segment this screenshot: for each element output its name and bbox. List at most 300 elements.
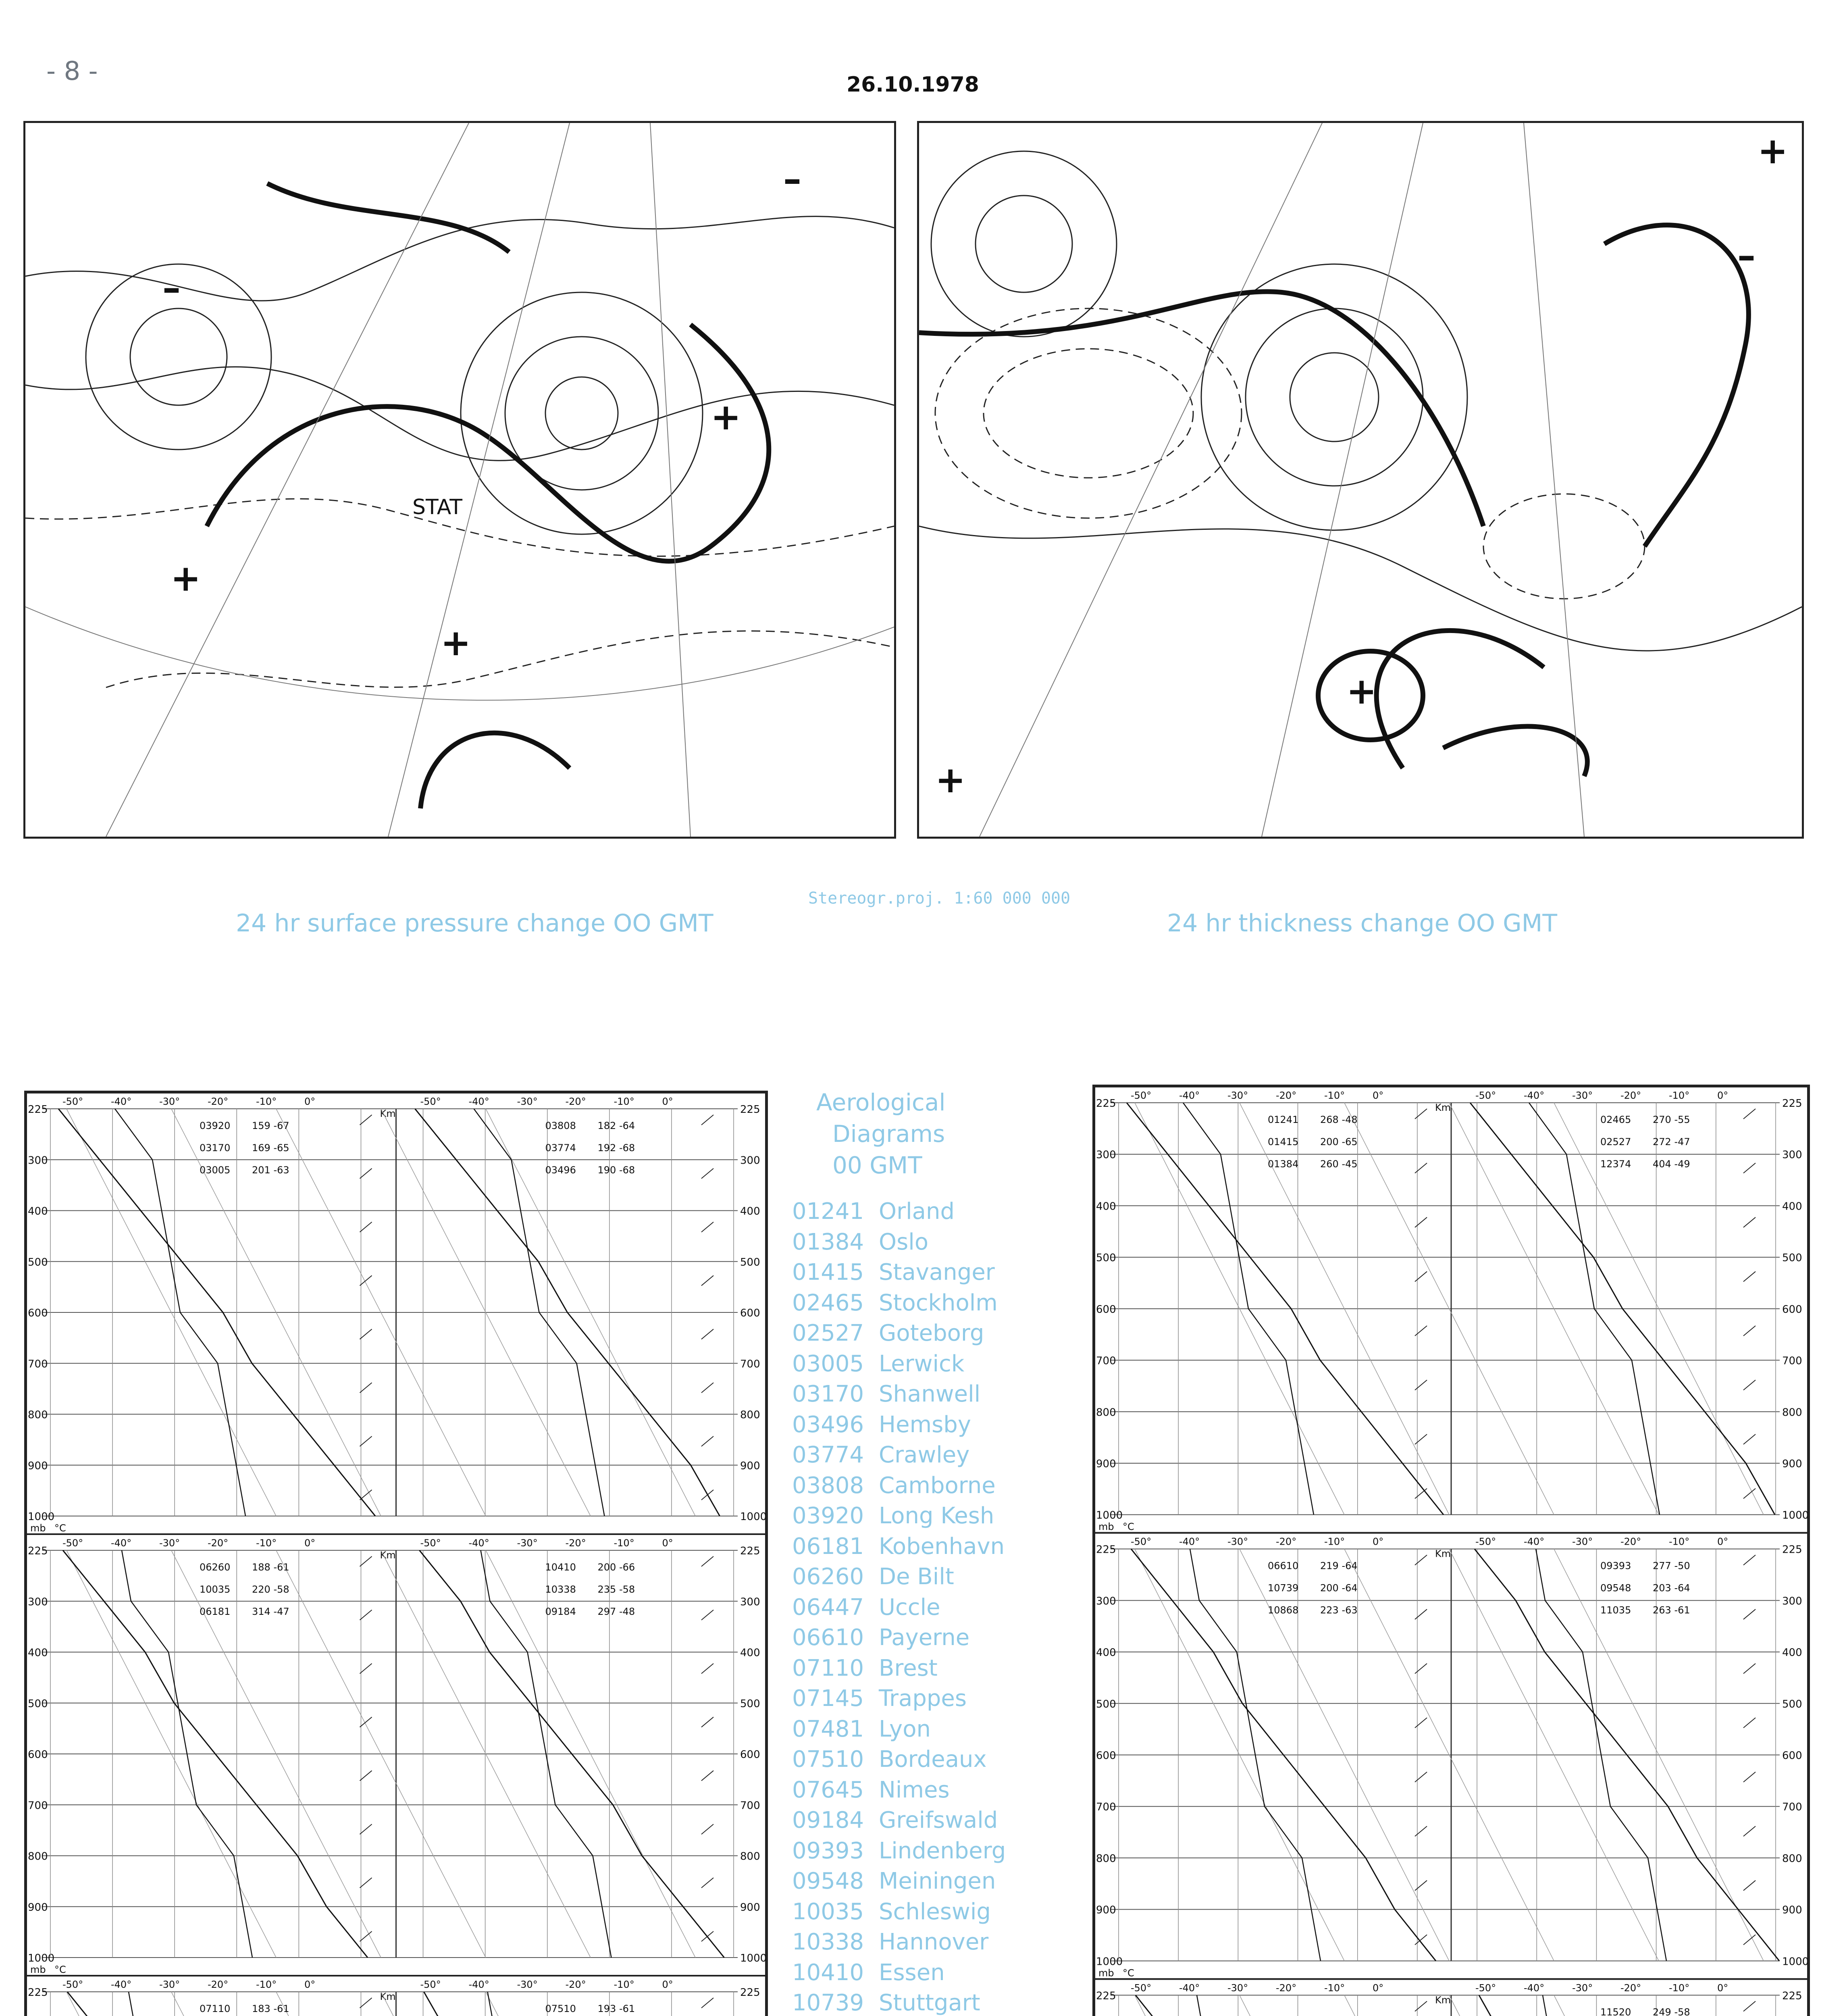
temperature-label: 0°	[304, 1096, 316, 1107]
temperature-label: 0°	[1717, 1090, 1729, 1101]
projection-note: Stereogr.proj. 1:60 000 000	[808, 889, 1071, 908]
temperature-label: -10°	[1669, 1982, 1690, 1994]
station-name: Oslo	[879, 1229, 929, 1255]
tropopause-value: 169 -65	[252, 1142, 289, 1154]
temperature-label: -50°	[1131, 1090, 1152, 1101]
station-code-label: 03808	[545, 1120, 576, 1131]
temperature-label: -30°	[1572, 1090, 1593, 1101]
thickness-change-map	[917, 121, 1804, 839]
tropopause-value: 297 -48	[597, 1606, 635, 1617]
map-marker-label: STAT	[412, 495, 463, 519]
thickness-rise-symbol: +	[1346, 670, 1377, 712]
tropopause-value: 200 -65	[1320, 1136, 1358, 1148]
graticule-line	[650, 123, 691, 837]
tropopause-value: 272 -47	[1653, 1136, 1690, 1148]
temperature-label: -40°	[1524, 1090, 1545, 1101]
pressure-level-label: 225	[740, 1545, 760, 1557]
wind-barb	[1743, 1555, 1756, 1565]
tropopause-value: 314 -47	[252, 1606, 289, 1617]
station-code: 07145	[792, 1685, 864, 1712]
pressure-level-label: 600	[1096, 1303, 1116, 1316]
station-code: 10410	[792, 1959, 864, 1986]
unit-mb-label: mb	[1098, 1521, 1114, 1533]
graticule-line	[980, 123, 1322, 837]
wind-barb	[360, 1717, 372, 1727]
station-row	[792, 1470, 1074, 1501]
station-row	[792, 1531, 1074, 1562]
temperature-label: -10°	[614, 1096, 634, 1107]
station-code: 03774	[792, 1442, 864, 1468]
pressure-level-label: 600	[740, 1749, 760, 1761]
station-row	[792, 1897, 1074, 1927]
pressure-fall-symbol: –	[783, 158, 801, 200]
dewpoint-profile	[1197, 1995, 1327, 2016]
wind-barb	[360, 1824, 372, 1834]
wind-barb	[1415, 1380, 1427, 1390]
station-code-label: 10868	[1268, 1604, 1299, 1616]
station-name: De Bilt	[879, 1564, 954, 1590]
station-name: Long Kesh	[879, 1503, 994, 1529]
thickness-contour	[935, 308, 1242, 518]
thickness-contour	[1246, 308, 1423, 486]
tropopause-value: 190 -68	[597, 1164, 635, 1176]
wind-barb	[1743, 1609, 1756, 1619]
station-code: 09548	[792, 1868, 864, 1894]
temperature-label: -10°	[256, 1537, 277, 1549]
temperature-label: 0°	[304, 1979, 316, 1990]
station-code-label: 01241	[1268, 1114, 1299, 1125]
zero-change-line	[1443, 727, 1587, 776]
pressure-level-label: 1000	[1096, 1956, 1123, 1968]
tropopause-value: 201 -63	[252, 1164, 289, 1176]
temperature-label: -20°	[1620, 1090, 1641, 1101]
station-code-label: 11520	[1600, 2006, 1631, 2016]
station-code: 10338	[792, 1929, 864, 1955]
page-number: - 8 -	[46, 56, 98, 86]
temperature-label: -20°	[565, 1096, 586, 1107]
station-code: 10739	[792, 1990, 864, 2016]
tropopause-value: 203 -64	[1653, 1582, 1690, 1594]
station-code: 06610	[792, 1624, 864, 1651]
temperature-label: -40°	[468, 1979, 489, 1990]
station-name: Orland	[879, 1198, 955, 1225]
pressure-level-label: 600	[28, 1749, 48, 1761]
tropopause-value: 188 -61	[252, 1562, 289, 1573]
isallobar-line	[106, 631, 894, 687]
temperature-profile	[1136, 1995, 1440, 2016]
pressure-level-label: 225	[1782, 1098, 1802, 1110]
pressure-level-label: 900	[1782, 1458, 1802, 1470]
pressure-level-label: 225	[1782, 1990, 1802, 2002]
tropopause-value: 249 -58	[1653, 2006, 1690, 2016]
temperature-label: -40°	[111, 1979, 132, 1990]
zero-change-line	[1377, 631, 1544, 768]
tropopause-value: 159 -67	[252, 1120, 289, 1131]
thickness-contour	[976, 196, 1072, 292]
wind-barb	[1743, 1326, 1756, 1336]
wind-barb	[360, 1222, 372, 1232]
adiabat-line	[1135, 1995, 1344, 2016]
pressure-level-label: 900	[1096, 1458, 1116, 1470]
pressure-level-label: 400	[740, 1647, 760, 1659]
surface-pressure-change-map	[23, 121, 896, 839]
pressure-level-label: 700	[740, 1799, 760, 1812]
pressure-level-label: 300	[1096, 1595, 1116, 1608]
wind-barb	[701, 1436, 713, 1446]
unit-km-label: Km	[1435, 1994, 1451, 2006]
station-code-label: 01384	[1268, 1158, 1299, 1170]
temperature-label: -30°	[517, 1537, 538, 1549]
temperature-label: -30°	[159, 1096, 180, 1107]
pressure-level-label: 400	[1096, 1200, 1116, 1213]
station-row	[792, 1622, 1074, 1653]
station-code-label: 10410	[545, 1562, 576, 1573]
pressure-level-label: 400	[28, 1647, 48, 1659]
wind-barb	[1743, 1217, 1756, 1227]
pressure-level-label: 225	[1782, 1543, 1802, 1556]
temperature-label: 0°	[662, 1979, 673, 1990]
station-row	[792, 1744, 1074, 1775]
wind-barb	[1415, 1718, 1427, 1728]
adiabat-line	[67, 1992, 276, 2016]
aerological-diagrams-right	[1092, 1085, 1810, 2016]
temperature-label: -10°	[614, 1979, 634, 1990]
station-code-label: 06260	[200, 1562, 231, 1573]
temperature-label: -10°	[1324, 1090, 1345, 1101]
station-name: Stockholm	[879, 1289, 998, 1316]
unit-c-label: °C	[1123, 1967, 1134, 1979]
station-row	[792, 1653, 1074, 1684]
thickness-contour	[1201, 264, 1467, 530]
pressure-level-label: 900	[1782, 1904, 1802, 1916]
pressure-level-label: 300	[1782, 1595, 1802, 1608]
station-code: 06181	[792, 1533, 864, 1560]
wind-barb	[360, 1168, 372, 1179]
temperature-label: -40°	[111, 1537, 132, 1549]
pressure-level-label: 900	[740, 1901, 760, 1914]
sounding-diagram	[1094, 1533, 1808, 1979]
pressure-level-label: 700	[28, 1799, 48, 1812]
pressure-level-label: 400	[1096, 1647, 1116, 1659]
station-code: 09393	[792, 1837, 864, 1864]
wind-barb	[701, 1490, 713, 1500]
wind-barb	[701, 1168, 713, 1179]
wind-barb	[360, 1383, 372, 1393]
pressure-level-label: 500	[28, 1256, 48, 1268]
temperature-label: -40°	[1179, 1090, 1200, 1101]
station-code-label: 03496	[545, 1164, 576, 1176]
thickness-contour	[1290, 353, 1379, 442]
temperature-label: 0°	[1717, 1982, 1729, 1994]
pressure-level-label: 400	[1782, 1647, 1802, 1659]
pressure-level-label: 800	[28, 1409, 48, 1421]
pressure-level-label: 1000	[1782, 1509, 1808, 1522]
unit-km-label: Km	[380, 1549, 396, 1561]
tropopause-value: 200 -66	[597, 1562, 635, 1573]
legend-title	[792, 1087, 1074, 1181]
temperature-label: -40°	[1524, 1982, 1545, 1994]
pressure-level-label: 600	[28, 1307, 48, 1319]
wind-barb	[1743, 1718, 1756, 1728]
station-name: Hannover	[879, 1929, 989, 1955]
pressure-level-label: 300	[740, 1154, 760, 1167]
temperature-label: 0°	[662, 1537, 673, 1549]
wind-barb	[701, 1878, 713, 1888]
wind-barb	[360, 1998, 372, 2008]
station-row	[792, 1227, 1074, 1258]
station-row	[792, 1958, 1074, 1988]
wind-barb	[701, 1276, 713, 1286]
zero-change-line	[420, 733, 570, 808]
temperature-label: -10°	[1669, 1536, 1690, 1547]
wind-barb	[701, 1931, 713, 1941]
station-code: 03005	[792, 1350, 864, 1377]
wind-barb	[360, 1556, 372, 1566]
wind-barb	[1415, 1109, 1427, 1119]
station-code-label: 03170	[200, 1142, 231, 1154]
wind-barb	[701, 1998, 713, 2008]
pressure-level-label: 300	[740, 1596, 760, 1608]
station-code: 03920	[792, 1503, 864, 1529]
wind-barb	[1415, 1217, 1427, 1227]
pressure-level-label: 800	[1782, 1852, 1802, 1865]
temperature-label: -40°	[468, 1537, 489, 1549]
temperature-label: 0°	[662, 1096, 673, 1107]
temperature-label: 0°	[1373, 1536, 1384, 1547]
sounding-diagram	[1094, 1087, 1808, 1533]
temperature-label: -20°	[1276, 1536, 1297, 1547]
station-code-label: 07110	[200, 2003, 231, 2014]
temperature-label: -30°	[159, 1537, 180, 1549]
legend-title-line: Aerological	[816, 1089, 946, 1116]
wind-barb	[360, 1115, 372, 1125]
thickness-caption: 24 hr thickness change OO GMT	[1167, 909, 1557, 937]
temperature-label: -40°	[1179, 1982, 1200, 1994]
tropopause-value: 270 -55	[1653, 1114, 1690, 1125]
station-code-label: 02527	[1600, 1136, 1631, 1148]
station-code: 02527	[792, 1320, 864, 1346]
pressure-level-label: 500	[1782, 1698, 1802, 1710]
pressure-level-label: 600	[1782, 1303, 1802, 1316]
temperature-label: -10°	[1324, 1536, 1345, 1547]
graticule-line	[106, 123, 469, 837]
wind-barb	[701, 1383, 713, 1393]
pressure-level-label: 700	[1782, 1801, 1802, 1814]
thickness-fall-symbol: –	[1737, 235, 1756, 277]
wind-barb	[360, 1664, 372, 1674]
tropopause-value: 220 -58	[252, 1584, 289, 1595]
pressure-level-label: 225	[1096, 1990, 1116, 2002]
wind-barb	[1415, 1555, 1427, 1565]
station-row	[792, 1927, 1074, 1958]
temperature-label: -50°	[1131, 1536, 1152, 1547]
station-row	[792, 1592, 1074, 1623]
wind-barb	[701, 1824, 713, 1834]
temperature-label: -40°	[111, 1096, 132, 1107]
station-code-label: 09548	[1600, 1582, 1631, 1594]
station-row	[792, 1349, 1074, 1379]
station-code: 07510	[792, 1746, 864, 1772]
pressure-level-label: 800	[28, 1850, 48, 1863]
tropopause-value: 200 -64	[1320, 1582, 1358, 1594]
pressure-level-label: 1000	[1096, 1509, 1123, 1522]
thickness-contour	[984, 349, 1193, 478]
station-code-label: 11035	[1600, 1604, 1631, 1616]
pressure-level-label: 800	[1096, 1406, 1116, 1419]
pressure-level-label: 700	[1096, 1801, 1116, 1814]
station-name: Essen	[879, 1959, 945, 1986]
wind-barb	[1415, 1489, 1427, 1499]
station-name: Brest	[879, 1655, 938, 1681]
pressure-level-label: 1000	[740, 1952, 766, 1964]
wind-barb	[701, 1664, 713, 1674]
station-name: Camborne	[879, 1472, 996, 1499]
sounding-diagram	[26, 1976, 766, 2016]
pressure-level-label: 700	[28, 1358, 48, 1370]
temperature-label: -40°	[468, 1096, 489, 1107]
aerological-diagram-grid-left	[26, 1093, 766, 2016]
station-name: Lindenberg	[879, 1837, 1006, 1864]
temperature-label: -30°	[159, 1979, 180, 1990]
temperature-label: -20°	[1276, 1982, 1297, 1994]
wind-barb	[1743, 1489, 1756, 1499]
temperature-label: -20°	[1620, 1982, 1641, 1994]
pressure-rise-symbol: +	[711, 396, 741, 438]
temperature-label: -20°	[208, 1537, 229, 1549]
pressure-level-label: 225	[1096, 1098, 1116, 1110]
wind-barb	[360, 1276, 372, 1286]
station-code-label: 03920	[200, 1120, 231, 1131]
temperature-label: -50°	[62, 1096, 83, 1107]
station-name: Hemsby	[879, 1411, 971, 1438]
station-row	[792, 1410, 1074, 1440]
temperature-label: -30°	[1572, 1982, 1593, 1994]
unit-c-label: °C	[1123, 1521, 1134, 1533]
tropopause-value: 192 -68	[597, 1142, 635, 1154]
wind-barb	[1743, 1272, 1756, 1282]
wind-barb	[701, 1717, 713, 1727]
temperature-label: -50°	[1475, 1090, 1496, 1101]
station-row	[792, 1866, 1074, 1897]
tropopause-value: 260 -45	[1320, 1158, 1358, 1170]
wind-barb	[1415, 1326, 1427, 1336]
temperature-label: -50°	[1475, 1536, 1496, 1547]
unit-mb-label: mb	[30, 1964, 46, 1975]
wind-barb	[360, 1770, 372, 1781]
wind-barb	[1743, 1826, 1756, 1836]
pressure-level-label: 300	[1782, 1149, 1802, 1161]
pressure-level-label: 225	[740, 1104, 760, 1116]
pressure-level-label: 700	[740, 1358, 760, 1370]
station-code-label: 03005	[200, 1164, 231, 1176]
pressure-level-label: 500	[740, 1256, 760, 1268]
station-name: Nimes	[879, 1776, 950, 1803]
wind-barb	[1743, 1664, 1756, 1674]
station-name: Goteborg	[879, 1320, 984, 1346]
zero-change-line	[207, 325, 769, 561]
temperature-label: -30°	[1227, 1090, 1248, 1101]
aerological-legend	[792, 1087, 1074, 2016]
station-name: Kobenhavn	[879, 1533, 1005, 1560]
wind-barb	[1743, 1380, 1756, 1390]
temperature-label: -30°	[1227, 1536, 1248, 1547]
wind-barb	[1415, 2001, 1427, 2011]
tropopause-value: 235 -58	[597, 1584, 635, 1595]
temperature-label: -10°	[256, 1979, 277, 1990]
dewpoint-profile	[129, 1992, 259, 2016]
wind-barb	[1415, 1609, 1427, 1619]
station-name: Meiningen	[879, 1868, 996, 1894]
station-code-label: 06610	[1268, 1560, 1299, 1572]
station-row	[792, 1775, 1074, 1806]
station-code: 06447	[792, 1594, 864, 1620]
pressure-level-label: 500	[28, 1697, 48, 1710]
pressure-level-label: 900	[28, 1460, 48, 1472]
station-name: Stavanger	[879, 1259, 995, 1285]
station-row	[792, 1683, 1074, 1714]
temperature-label: -50°	[420, 1096, 441, 1107]
station-row	[792, 1562, 1074, 1592]
wind-barb	[1415, 1772, 1427, 1782]
temperature-label: -50°	[420, 1979, 441, 1990]
temperature-label: -30°	[1227, 1982, 1248, 1994]
unit-c-label: °C	[54, 1964, 66, 1975]
station-code-label: 10338	[545, 1584, 576, 1595]
station-name: Bordeaux	[879, 1746, 987, 1772]
temperature-label: -50°	[62, 1537, 83, 1549]
pressure-level-label: 300	[28, 1154, 48, 1167]
unit-km-label: Km	[1435, 1548, 1451, 1560]
wind-barb	[701, 1115, 713, 1125]
sounding-diagram	[26, 1093, 766, 1534]
temperature-label: -50°	[1131, 1982, 1152, 1994]
legend-title-line: Diagrams	[832, 1120, 945, 1148]
pressure-level-label: 500	[740, 1697, 760, 1710]
zero-change-line	[1604, 225, 1749, 546]
pressure-level-label: 1000	[1782, 1956, 1808, 1968]
pressure-level-label: 225	[28, 1987, 48, 1999]
wind-barb	[1743, 1163, 1756, 1173]
station-name: Crawley	[879, 1442, 970, 1468]
pressure-level-label: 500	[1096, 1698, 1116, 1710]
station-code: 07110	[792, 1655, 864, 1681]
station-code: 06260	[792, 1564, 864, 1590]
temperature-label: -40°	[1179, 1536, 1200, 1547]
station-row	[792, 1288, 1074, 1318]
tropopause-value: 223 -63	[1320, 1604, 1358, 1616]
surface-pressure-caption: 24 hr surface pressure change OO GMT	[236, 909, 713, 937]
temperature-label: -20°	[565, 1537, 586, 1549]
station-code: 07481	[792, 1716, 864, 1742]
station-code-label: 10739	[1268, 1582, 1299, 1594]
pressure-level-label: 300	[1096, 1149, 1116, 1161]
temperature-label: -20°	[208, 1979, 229, 1990]
temperature-label: -40°	[1524, 1536, 1545, 1547]
wind-barb	[1415, 1163, 1427, 1173]
pressure-level-label: 225	[28, 1104, 48, 1116]
sounding-diagram	[1094, 1979, 1808, 2016]
station-row	[792, 1257, 1074, 1288]
wind-barb	[360, 1878, 372, 1888]
station-row	[792, 1836, 1074, 1866]
adiabat-line	[1240, 1995, 1449, 2016]
temperature-label: 0°	[1373, 1090, 1384, 1101]
pressure-level-label: 300	[28, 1596, 48, 1608]
temperature-label: 0°	[1373, 1982, 1384, 1994]
temperature-label: -50°	[1475, 1982, 1496, 1994]
pressure-level-label: 1000	[28, 1511, 55, 1523]
station-code: 02465	[792, 1289, 864, 1316]
